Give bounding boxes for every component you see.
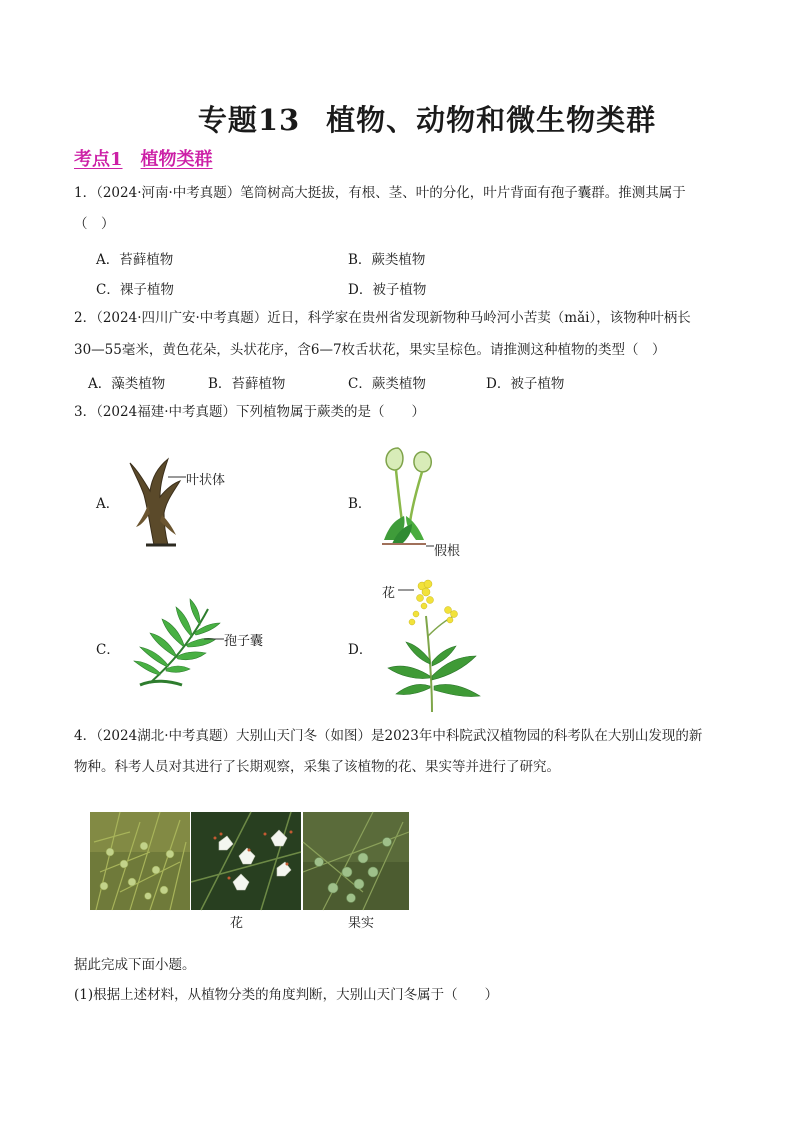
title-topic-number: 专题13 <box>197 103 301 137</box>
question-2-line-1: 2．（2024·四川广安·中考真题）近日，科学家在贵州省发现新物种马岭河小苦荬（mǎi），该物种叶柄长 <box>74 310 691 326</box>
question-3-option-a: A． <box>96 496 120 512</box>
question-3-line-1: 3．（2024福建·中考真题）下列植物属于蕨类的是（ ） <box>74 404 425 420</box>
title-topic-name: 植物、动物和微生物类群 <box>326 103 657 137</box>
flower-photo <box>191 812 301 910</box>
section-label: 考点1 <box>74 149 123 170</box>
question-3-option-c: C． <box>96 642 120 658</box>
question-2-line-2: 30—55毫米，黄色花朵，头状花序，含6—7枚舌状花，果实呈棕色。请推测这种植物的类型（ ） <box>74 342 666 358</box>
caption-flower: 花 <box>230 916 244 931</box>
section-heading <box>74 145 213 171</box>
label-rhizoid: 假根 <box>434 544 461 559</box>
page-title <box>0 98 794 139</box>
question-3-option-d: D． <box>348 642 373 658</box>
label-thallus: 叶状体 <box>186 473 226 488</box>
fruit-photo <box>303 812 409 910</box>
question-1-option-d: D．被子植物 <box>348 282 427 298</box>
plant-photo <box>90 812 190 910</box>
question-1-option-a: A．苔藓植物 <box>96 252 174 268</box>
label-sporangium: 孢子囊 <box>224 634 264 649</box>
moss-plant-illustration <box>376 440 446 555</box>
question-4-prompt: 据此完成下面小题。 <box>74 957 196 973</box>
label-flower: 花 <box>382 586 396 601</box>
question-2-option-d: D．被子植物 <box>486 376 565 392</box>
question-1-line-1: 1．（2024·河南·中考真题）笔筒树高大挺拔，有根、茎、叶的分化，叶片背面有孢子囊群。推测其属于 <box>74 185 686 201</box>
question-2-option-b: B．苔藓植物 <box>208 376 286 392</box>
question-4-sub-1: (1)根据上述材料，从植物分类的角度判断，大别山天门冬属于（ ） <box>74 987 499 1003</box>
thallus-plant-illustration <box>124 455 194 550</box>
fern-plant-illustration <box>130 595 230 690</box>
flowering-plant-illustration <box>384 576 488 716</box>
question-1-option-c: C．裸子植物 <box>96 282 174 298</box>
question-4-line-2: 物种。科考人员对其进行了长期观察，采集了该植物的花、果实等并进行了研究。 <box>74 759 560 775</box>
caption-fruit: 果实 <box>348 916 375 931</box>
question-1-option-b: B．蕨类植物 <box>348 252 426 268</box>
question-2-option-a: A．藻类植物 <box>88 376 166 392</box>
section-name: 植物类群 <box>140 149 213 170</box>
question-3-option-b: B． <box>348 496 372 512</box>
question-1-line-2: （ ） <box>74 216 115 232</box>
question-2-option-c: C．蕨类植物 <box>348 376 426 392</box>
question-4-line-1: 4．（2024湖北·中考真题）大别山天门冬（如图）是2023年中科院武汉植物园的科考队在大别山发现的新 <box>74 728 703 744</box>
